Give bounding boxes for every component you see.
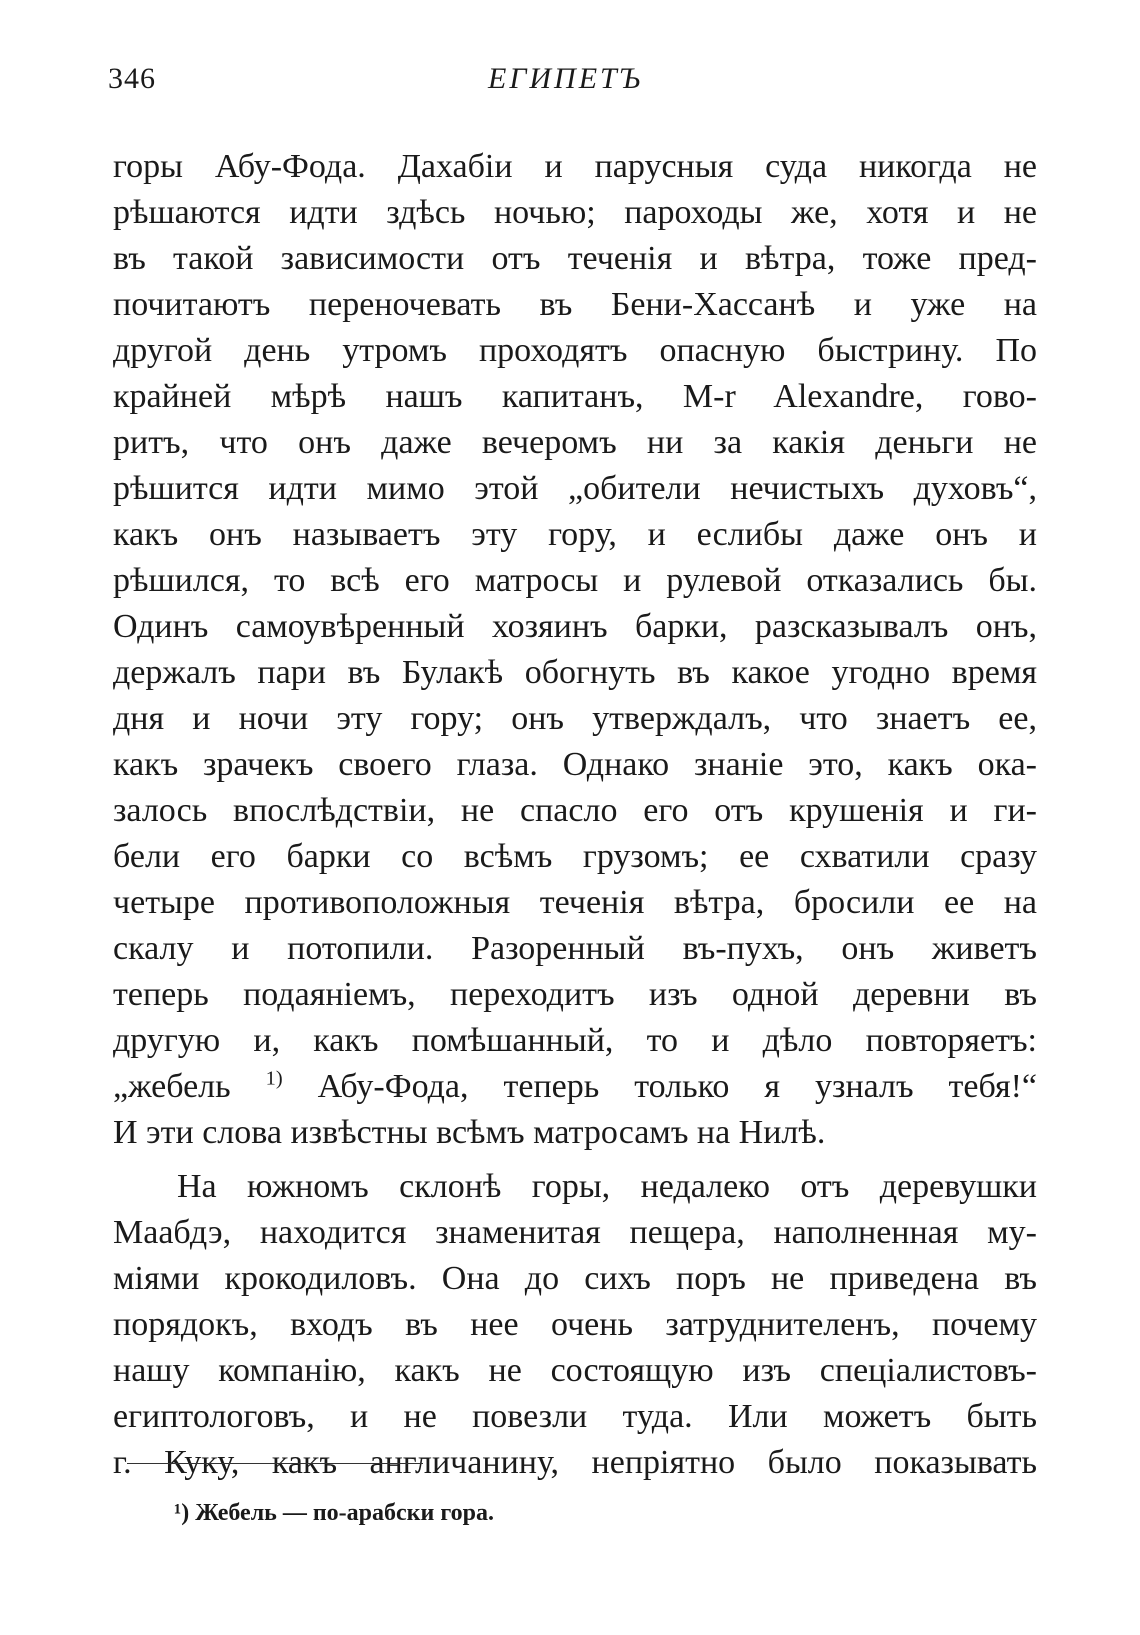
text-line: рѣшился, то всѣ его матросы и рулевой отказались бы.: [113, 562, 1037, 599]
text-line: горы Абу-Фода. Дахабіи и парусныя суда никогда не: [113, 148, 1037, 185]
footnote-text: Жебель — по-арабски гора.: [189, 1500, 494, 1526]
text-line: И эти слова извѣстны всѣмъ матросамъ на Нилѣ.: [113, 1114, 826, 1151]
text-line: теперь подаяніемъ, переходитъ изъ одной деревни въ: [113, 976, 1037, 1013]
footnote-mark: ¹): [174, 1500, 190, 1526]
text-line: крайней мѣрѣ нашъ капитанъ, M-r Alexandre, гово-: [113, 378, 1037, 415]
text-line: другую и, какъ помѣшанный, то и дѣло повторяетъ:: [113, 1022, 1037, 1059]
text-line: нашу компанію, какъ не состоящую изъ спеціалистовъ-: [113, 1352, 1037, 1389]
page-number: 346: [108, 62, 156, 95]
text-line: рѣшится идти мимо этой „обители нечистыхъ духовъ“,: [113, 470, 1037, 507]
text-line: бели его барки со всѣмъ грузомъ; ее схватили сразу: [113, 838, 1037, 875]
text-line: На южномъ склонѣ горы, недалеко отъ деревушки: [177, 1168, 1037, 1205]
footnote-divider: [127, 1463, 423, 1464]
text-line: египтологовъ, и не повезли туда. Или можетъ быть: [113, 1398, 1037, 1435]
text-line: какъ зрачекъ своего глаза. Однако знаніе это, какъ ока-: [113, 746, 1037, 783]
text-line: скалу и потопили. Разоренный въ-пухъ, онъ живетъ: [113, 930, 1037, 967]
body-text: [113, 144, 1037, 1486]
text-line: ритъ, что онъ даже вечеромъ ни за какія деньги не: [113, 424, 1037, 461]
text-line: порядокъ, входъ въ нее очень затруднителенъ, почему: [113, 1306, 1037, 1343]
text-line: въ такой зависимости отъ теченія и вѣтра, тоже пред-: [113, 240, 1037, 277]
text-line: Одинъ самоувѣренный хозяинъ барки, разсказывалъ онъ,: [113, 608, 1037, 645]
page-header: [108, 62, 1036, 102]
text-line: залось впослѣдствіи, не спасло его отъ крушенія и ги-: [113, 792, 1037, 829]
footnote: [174, 1500, 494, 1527]
footnote-reference: 1): [265, 1067, 283, 1090]
text-line: Маабдэ, находится знаменитая пещера, наполненная му-: [113, 1214, 1037, 1251]
text-line: почитаютъ переночевать въ Бени-Хассанѣ и уже на: [113, 286, 1037, 323]
paragraph-1: [113, 144, 1037, 1064]
text-line: дня и ночи эту гору; онъ утверждалъ, что знаетъ ее,: [113, 700, 1037, 737]
paragraph-2: [113, 1164, 1037, 1486]
text-line: какъ онъ называетъ эту гору, и еслибы даже онъ и: [113, 516, 1037, 553]
text-line: четыре противоположныя теченія вѣтра, бросили ее на: [113, 884, 1037, 921]
text-line: другой день утромъ проходятъ опасную быстрину. По: [113, 332, 1037, 369]
text-line: міями крокодиловъ. Она до сихъ поръ не приведена въ: [113, 1260, 1037, 1297]
text-line-quote: „жебель $^{1)}$ Абу-Фода, теперь только я узналъ тебя!“: [113, 1067, 1037, 1105]
text-line: г. Куку, какъ англичанину, непріятно было показывать: [113, 1444, 1037, 1481]
text-line: держалъ пари въ Булакѣ обогнуть въ какое угодно время: [113, 654, 1037, 691]
text-line: рѣшаются идти здѣсь ночью; пароходы же, хотя и не: [113, 194, 1037, 231]
running-title: ЕГИПЕТЪ: [488, 62, 644, 95]
